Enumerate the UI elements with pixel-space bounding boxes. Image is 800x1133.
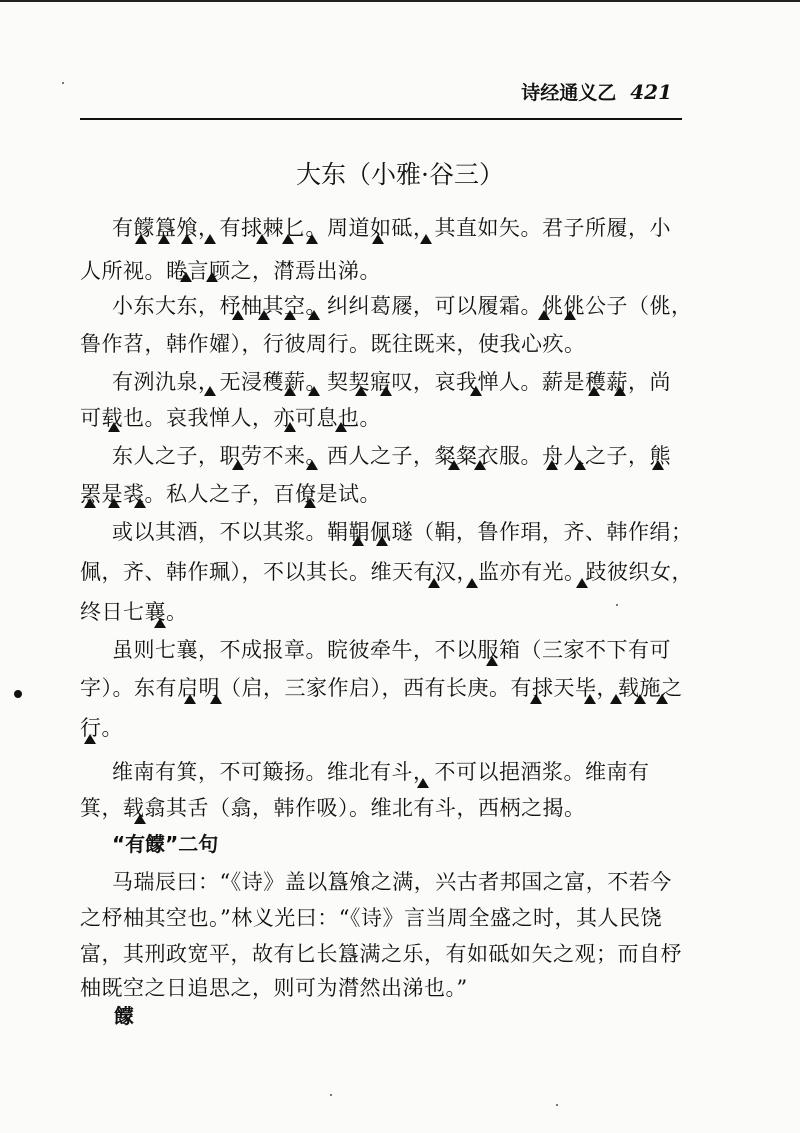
tone-mark bbox=[380, 386, 392, 396]
scan-speck bbox=[62, 82, 64, 84]
tone-mark bbox=[614, 386, 626, 396]
header-title: 诗经通义乙 bbox=[521, 82, 617, 104]
poem-line: 小东大东，杼柚其空。纠纠葛屦，可以履霜。佻佻公子（佻， bbox=[112, 294, 693, 318]
commentary-line: 马瑞辰曰：“《诗》盖以簋飧之满，兴古者邦国之富，不若今 bbox=[112, 870, 672, 894]
tone-mark bbox=[610, 694, 622, 704]
tone-mark bbox=[204, 234, 216, 244]
tone-mark bbox=[652, 460, 664, 470]
tone-mark bbox=[108, 422, 120, 432]
tone-mark bbox=[584, 694, 596, 704]
tone-mark bbox=[530, 694, 542, 704]
tone-mark bbox=[258, 310, 270, 320]
poem-line: 行。 bbox=[80, 716, 123, 740]
tone-mark bbox=[134, 814, 146, 824]
poem-line: 有饛簋飧，有捄棘匕。周道如砥，其直如矢。君子所履，小 bbox=[112, 216, 671, 240]
tone-mark bbox=[417, 778, 429, 788]
commentary-heading: “有饛”二句 bbox=[112, 832, 219, 856]
poem-line: 佩，齐、韩作珮），不以其长。维天有汉，监亦有光。跂彼织女， bbox=[80, 560, 693, 584]
tone-mark bbox=[210, 694, 222, 704]
tone-mark bbox=[232, 310, 244, 320]
tone-mark bbox=[576, 578, 588, 588]
tone-mark bbox=[470, 386, 482, 396]
poem-line: 维南有箕，不可簸扬。维北有斗，不可以挹酒浆。维南有 bbox=[112, 760, 650, 784]
top-border bbox=[0, 0, 800, 2]
tone-mark bbox=[181, 234, 193, 244]
tone-mark bbox=[538, 310, 550, 320]
poem-line: 虽则七襄，不成报章。睆彼牵牛，不以服箱（三家不下有可 bbox=[112, 638, 671, 662]
poem-line: 字）。东有启明（启，三家作启），西有长庚。有捄天毕，载施之 bbox=[80, 676, 683, 700]
tone-mark bbox=[355, 386, 367, 396]
tone-mark bbox=[372, 234, 384, 244]
commentary-line: 柚既空之日追思之，则可为潸然出涕也。” bbox=[80, 976, 468, 1000]
tone-mark bbox=[308, 310, 320, 320]
tone-mark bbox=[428, 578, 440, 588]
header-rule bbox=[80, 118, 682, 120]
tone-mark bbox=[304, 498, 316, 508]
tone-mark bbox=[180, 272, 192, 282]
tone-mark bbox=[134, 498, 146, 508]
tone-mark bbox=[108, 498, 120, 508]
tone-mark bbox=[376, 536, 388, 546]
tone-mark bbox=[284, 310, 296, 320]
tone-mark bbox=[564, 310, 576, 320]
poem-line: 人所视。睠言顾之，潸焉出涕。 bbox=[80, 259, 381, 283]
tone-mark bbox=[256, 234, 268, 244]
tone-mark bbox=[634, 694, 646, 704]
poem-line: 箕，载翕其舌（翕，韩作吸）。维北有斗，西柄之揭。 bbox=[80, 796, 586, 820]
page-number: 421 bbox=[630, 80, 672, 104]
poem-title: 大东（小雅·谷三） bbox=[296, 160, 504, 189]
tone-mark bbox=[306, 234, 318, 244]
tone-mark bbox=[135, 234, 147, 244]
tone-mark bbox=[306, 460, 318, 470]
tone-mark bbox=[656, 694, 668, 704]
tone-mark bbox=[486, 656, 498, 666]
tone-mark bbox=[154, 618, 166, 628]
poem-line: 有洌氿泉，无浸穫薪。契契寤叹，哀我惮人。薪是穫薪，尚 bbox=[112, 370, 671, 394]
tone-mark bbox=[158, 234, 170, 244]
tone-mark bbox=[84, 498, 96, 508]
tone-mark bbox=[420, 234, 432, 244]
tone-mark bbox=[282, 234, 294, 244]
tone-mark bbox=[206, 272, 218, 282]
poem-line: 或以其酒，不以其浆。鞙鞙佩璲（鞙，鲁作琄，齐、韩作绢； bbox=[112, 520, 693, 544]
tone-mark bbox=[546, 460, 558, 470]
tone-mark bbox=[284, 422, 296, 432]
tone-mark bbox=[335, 422, 347, 432]
poem-line: 可载也。哀我惮人，亦可息也。 bbox=[80, 406, 381, 430]
scan-speck bbox=[616, 604, 618, 606]
poem-line: 东人之子，职劳不来。西人之子，粲粲衣服。舟人之子，熊 bbox=[112, 444, 671, 468]
poem-line: 鲁作苕，韩作嬥），行彼周行。既往既来，使我心疚。 bbox=[80, 332, 586, 356]
tone-mark bbox=[308, 386, 320, 396]
scan-dot bbox=[14, 690, 22, 698]
commentary-heading-2: 饛 bbox=[114, 1004, 134, 1028]
tone-mark bbox=[448, 460, 460, 470]
tone-mark bbox=[284, 386, 296, 396]
tone-mark bbox=[84, 734, 96, 744]
commentary-line: 之杼柚其空也。”林义光曰：“《诗》言当周全盛之时，其人民饶 bbox=[80, 906, 662, 930]
commentary-line: 富，其刑政宽平，故有匕长簋满之乐，有如砥如矢之观；而自杼 bbox=[80, 942, 682, 966]
running-header bbox=[0, 78, 672, 105]
poem-line: 终日七襄。 bbox=[80, 600, 188, 624]
tone-mark bbox=[474, 460, 486, 470]
tone-mark bbox=[574, 460, 586, 470]
tone-mark bbox=[588, 386, 600, 396]
scan-speck bbox=[330, 1094, 332, 1096]
tone-mark bbox=[232, 460, 244, 470]
tone-mark bbox=[352, 536, 364, 546]
tone-mark bbox=[466, 578, 478, 588]
tone-mark bbox=[204, 386, 216, 396]
poem-line: 罴是裘。私人之子，百僚是试。 bbox=[80, 482, 381, 506]
tone-mark bbox=[184, 694, 196, 704]
scan-speck bbox=[556, 1104, 558, 1106]
